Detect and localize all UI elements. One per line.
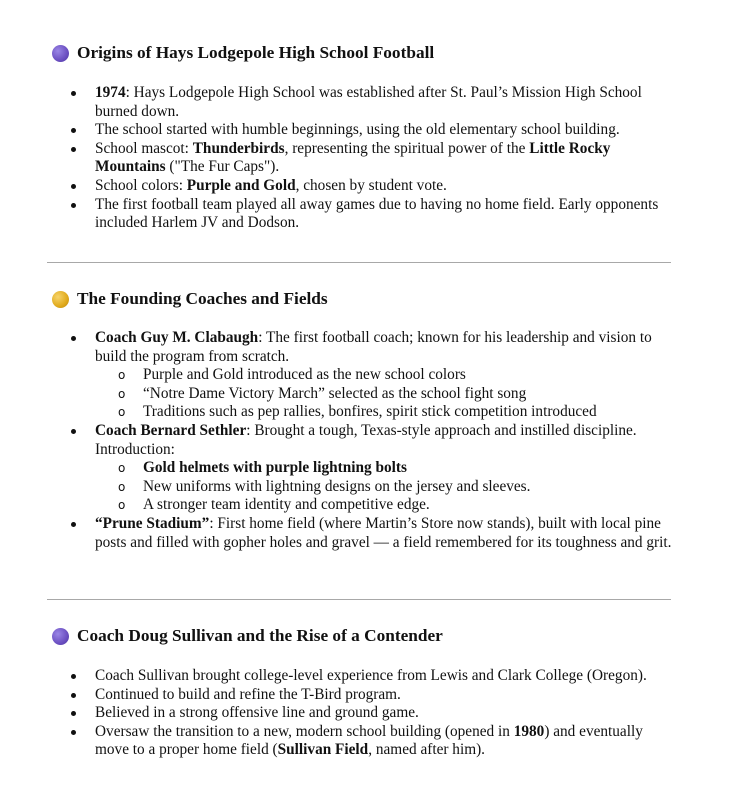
item-text: School mascot: xyxy=(95,139,193,157)
bold-year: 1974 xyxy=(95,84,126,101)
list-item xyxy=(0,422,675,515)
item-text: ) and eventually move to a proper home field ( xyxy=(95,722,643,759)
item-text: : First home field (where Martin’s Store now stands), built with local pine posts and filled with gopher holes and gravel — a field remembered for its toughness and grit. xyxy=(95,514,672,551)
sub-list-item: o Purple and Gold introduced as the new school colors xyxy=(95,366,675,385)
bold-text: Sullivan Field xyxy=(277,741,369,759)
bold-text: “Prune Stadium” xyxy=(95,514,210,532)
item-text: Continued to build and refine the T-Bird program. xyxy=(95,685,401,703)
list-item xyxy=(0,329,675,422)
list-item xyxy=(0,177,675,196)
bold-text: Coach Bernard Sethler xyxy=(95,421,247,439)
purple-circle-icon xyxy=(52,628,69,645)
item-text: , chosen by student vote. xyxy=(295,176,447,194)
section-heading-origins xyxy=(52,42,434,64)
list-item xyxy=(0,84,675,121)
bold-text: 1980 xyxy=(513,722,545,740)
bold-text: Gold helmets with purple lightning bolts xyxy=(143,459,407,477)
item-text: : The first football coach; known for his leadership and vision to build the program from scratch. xyxy=(95,329,652,365)
bold-text: Little Rocky Mountains xyxy=(95,139,611,176)
item-text: The first football team played all away games due to having no home field. Early opponents included Harlem JV and Dodson. xyxy=(95,195,659,232)
bold-text: Purple and Gold xyxy=(186,176,296,194)
heading-text: Coach Doug Sullivan and the Rise of a Contender xyxy=(77,625,443,645)
origins-list xyxy=(0,84,756,233)
list-item xyxy=(0,686,675,705)
heading-text: The Founding Coaches and Fields xyxy=(77,288,328,308)
section-divider xyxy=(47,262,671,263)
bold-text: Coach Guy M. Clabaugh xyxy=(95,329,259,346)
item-text: , representing the spiritual power of the xyxy=(284,139,530,157)
founding-coaches-list xyxy=(0,329,756,552)
sub-list-item: o A stronger team identity and competitive edge. xyxy=(95,496,675,515)
purple-circle-icon xyxy=(52,45,69,62)
sub-list xyxy=(95,366,675,422)
sub-list-item: o New uniforms with lightning designs on the jersey and sleeves. xyxy=(95,478,675,497)
section-divider xyxy=(47,599,671,600)
section-heading-sullivan xyxy=(52,625,443,647)
sullivan-list xyxy=(0,667,756,760)
list-item xyxy=(0,140,675,177)
item-text: : Brought a tough, Texas-style approach and instilled discipline. Introduction: xyxy=(95,421,637,458)
list-item xyxy=(0,121,675,140)
sub-list-item xyxy=(95,459,675,478)
list-item xyxy=(0,704,675,723)
list-item xyxy=(0,667,675,686)
sub-list-item: o Traditions such as pep rallies, bonfires, spirit stick competition introduced xyxy=(95,403,675,422)
heading-text: Origins of Hays Lodgepole High School Football xyxy=(77,42,435,62)
list-item xyxy=(0,196,675,233)
sub-list xyxy=(95,459,675,515)
item-text: ("The Fur Caps"). xyxy=(165,158,280,176)
item-text: Coach Sullivan brought college-level experience from Lewis and Clark College (Oregon). xyxy=(95,667,647,684)
item-text: Believed in a strong offensive line and ground game. xyxy=(95,704,419,722)
sub-list-item: o “Notre Dame Victory March” selected as the school fight song xyxy=(95,385,675,404)
gold-circle-icon xyxy=(52,291,69,308)
item-text: , named after him). xyxy=(368,741,486,759)
list-item xyxy=(0,723,675,760)
section-heading-founding-coaches xyxy=(52,288,328,310)
list-item xyxy=(0,515,675,552)
item-text: School colors: xyxy=(95,176,187,194)
item-text: The school started with humble beginnings, using the old elementary school building. xyxy=(95,121,620,139)
item-text: : Hays Lodgepole High School was established after St. Paul’s Mission High School burned down. xyxy=(95,84,642,120)
bold-text: Thunderbirds xyxy=(192,139,285,157)
item-text: Oversaw the transition to a new, modern school building (opened in xyxy=(95,722,514,740)
